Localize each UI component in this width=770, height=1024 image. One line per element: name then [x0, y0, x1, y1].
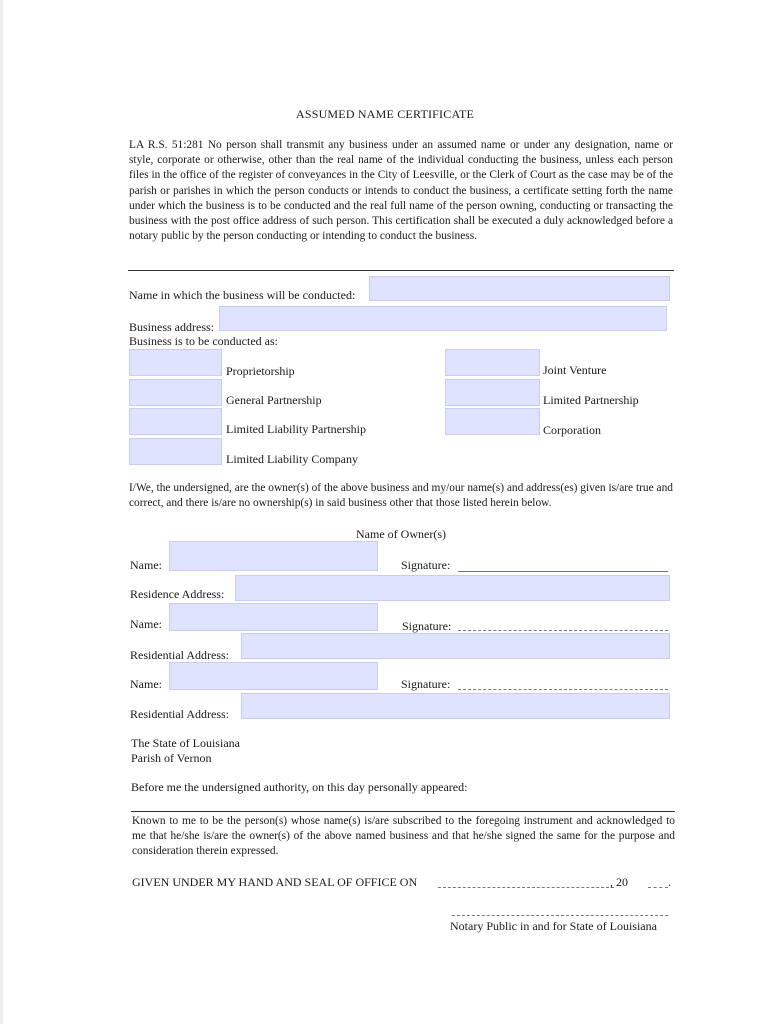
notary-signature-line[interactable]	[452, 915, 668, 916]
owner2-signature-line[interactable]	[458, 630, 668, 631]
owner1-name-input[interactable]	[169, 541, 378, 571]
general-partnership-label: General Partnership	[226, 393, 322, 407]
owners-statement: I/We, the undersigned, are the owner(s) of the above business and my/our name(s) and address(es) given is/are true and correct, and there is/are no ownership(s) in said business other that those listed herein below.	[129, 482, 673, 510]
joint-venture-checkbox[interactable]	[445, 349, 540, 376]
owner3-signature-line[interactable]	[458, 689, 668, 690]
state-text: The State of Louisiana	[131, 736, 240, 750]
owner1-signature-line[interactable]	[458, 571, 668, 572]
owner1-address-input[interactable]	[235, 575, 670, 601]
given-under-text: GIVEN UNDER MY HAND AND SEAL OF OFFICE ON	[132, 875, 418, 889]
year-suffix: .	[668, 875, 671, 889]
parish-text: Parish of Vernon	[131, 751, 212, 765]
before-me-text: Before me the undersigned authority, on this day personally appeared:	[131, 780, 468, 794]
proprietorship-label: Proprietorship	[226, 364, 295, 378]
business-name-input[interactable]	[369, 276, 670, 301]
owner1-address-label: Residence Address:	[130, 587, 225, 601]
owners-heading: Name of Owner(s)	[356, 527, 446, 541]
page-title: ASSUMED NAME CERTIFICATE	[295, 107, 475, 121]
year-line[interactable]	[648, 887, 668, 888]
owner2-name-input[interactable]	[169, 603, 378, 631]
corporation-label: Corporation	[543, 423, 601, 437]
limited-partnership-checkbox[interactable]	[445, 379, 540, 406]
scan-edge	[0, 0, 3, 1024]
owner1-signature-label: Signature:	[401, 558, 451, 572]
owner3-address-label: Residential Address:	[130, 707, 229, 721]
llp-checkbox[interactable]	[129, 408, 222, 435]
divider-top	[128, 270, 674, 271]
notary-label: Notary Public in and for State of Louisiana	[450, 919, 657, 933]
llc-checkbox[interactable]	[129, 438, 222, 465]
appeared-signature-line[interactable]	[131, 811, 675, 812]
owner3-signature-label: Signature:	[401, 677, 451, 691]
owner1-name-label: Name:	[130, 558, 162, 572]
llc-label: Limited Liability Company	[226, 452, 358, 466]
statute-paragraph: LA R.S. 51:281 No person shall transmit any business under an assumed name or under any designation, name or style, corporate or otherwise, other than the real name of the individual conducting the business, unless each person files in the office of the register of conveyances in the City of Leesville, or the Clerk of Court as the case may be of the parish or parishes in which the person conducts or intends to conduct the business, a certificate setting forth the name under which the business is to be conducted and the real full name of the person owning, conducting or transacting the business with the post office address of such person. This certification shall be executed a duly acknowledged before a notary public by the person conducting or intending to conduct the business.	[129, 139, 673, 243]
owner3-name-input[interactable]	[169, 662, 378, 690]
business-address-label: Business address:	[129, 320, 214, 334]
year-prefix: , 20	[610, 875, 628, 889]
owner2-name-label: Name:	[130, 617, 162, 631]
proprietorship-checkbox[interactable]	[129, 349, 222, 376]
joint-venture-label: Joint Venture	[543, 363, 607, 377]
owner3-address-input[interactable]	[241, 693, 670, 719]
llp-label: Limited Liability Partnership	[226, 422, 366, 436]
business-address-input[interactable]	[219, 306, 667, 331]
owner2-signature-label: Signature:	[402, 619, 452, 633]
general-partnership-checkbox[interactable]	[129, 379, 222, 406]
conducted-as-label: Business is to be conducted as:	[129, 334, 278, 348]
business-name-label: Name in which the business will be conducted:	[129, 288, 356, 302]
owner2-address-input[interactable]	[241, 633, 670, 659]
owner3-name-label: Name:	[130, 677, 162, 691]
acknowledgement-paragraph: Known to me to be the person(s) whose name(s) is/are subscribed to the foregoing instrument and acknowledged to me that he/she is/are the owner(s) of the above named business and that he/she signed the same for the purpose and consideration therein expressed.	[132, 815, 675, 858]
limited-partnership-label: Limited Partnership	[543, 393, 639, 407]
corporation-checkbox[interactable]	[445, 408, 540, 435]
date-line[interactable]	[438, 887, 614, 888]
owner2-address-label: Residential Address:	[130, 648, 229, 662]
